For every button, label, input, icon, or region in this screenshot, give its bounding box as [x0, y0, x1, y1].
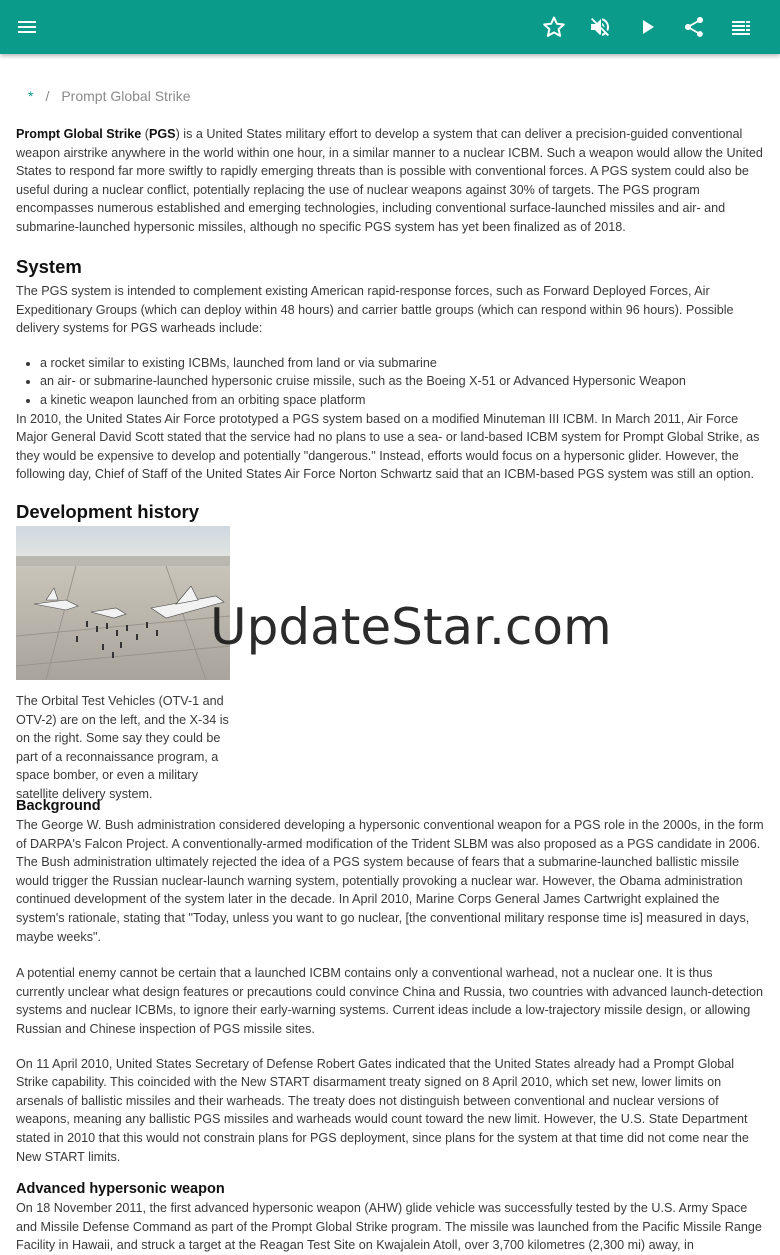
playlist-icon — [729, 15, 753, 39]
system-paragraph-1: The PGS system is intended to complement existing American rapid-response forces, such as Forward Deployed Forces, Air Expeditionary Groups (which can deploy within 48 hours) and carrier battle groups (which can respond within 96 hours). Possible delivery systems for PGS warheads include: — [16, 284, 734, 336]
breadcrumb-current: Prompt Global Strike — [61, 88, 191, 104]
article-abbr: PGS — [148, 127, 176, 141]
favorite-button[interactable] — [534, 7, 574, 47]
mute-button[interactable] — [580, 7, 620, 47]
list-item: • a kinetic weapon launched from an orbiting space platform — [40, 391, 764, 410]
star-icon — [542, 15, 566, 39]
watermark: UpdateStar.com — [210, 598, 612, 656]
section-heading-development: Development history — [16, 501, 199, 522]
breadcrumb-home[interactable]: * — [28, 88, 34, 104]
mute-icon — [588, 15, 612, 39]
breadcrumb — [28, 88, 191, 104]
runway-scene-image — [16, 526, 230, 680]
article-title: Prompt Global Strike — [16, 127, 142, 141]
intro-abbr-open: ( — [141, 127, 149, 141]
play-icon — [635, 15, 659, 39]
system-section — [16, 256, 764, 484]
play-button[interactable] — [627, 7, 667, 47]
background-section — [16, 798, 764, 1166]
delivery-systems-list — [16, 354, 764, 410]
figure-caption: The Orbital Test Vehicles (OTV-1 and OTV-2) are on the left, and the X-34 is on the right. Some say they could be part of a reconnaissance program, a space bomber, or even a military satellite delivery system. — [16, 694, 229, 801]
background-paragraph-3: On 11 April 2010, United States Secretary of Defense Robert Gates indicated that the United States already had a Prompt Global Strike capability. This coincided with the New START disarmament treaty signed on 8 April 2010, which set new, lower limits on arsenals of ballistic missiles and their warheads. The treaty does not distinguish between conventional and nuclear versions of weapons, meaning any ballistic PGS missiles and warheads would count toward the new limit. However, the U.S. State Department stated in 2010 that this would not constrain plans for PGS deployment, since plans for the system at that time did not come near the New START limits. — [16, 1056, 749, 1164]
share-icon — [682, 15, 706, 39]
background-paragraph-1: The George W. Bush administration considered developing a hypersonic conventional weapon for a PGS role in the 2000s, in the form of DARPA's Falcon Project. A conventionally-armed modification of the Trident SLBM was also proposed as a PGS candidate in 2006. The Bush administration ultimately rejected the idea of a PGS system because of fears that a submarine-launched ballistic missile would trigger the Russian nuclear-launch warning system, potentially provoking a nuclear war. However, the Obama administration continued development of the system later in the decade. In April 2010, Marine Corps General James Cartwright explained the system's rationale, stating that "Today, unless you want to go nuclear, [the conventional military response time is] measured in days, maybe weeks". — [16, 818, 764, 944]
subheading-background: Background — [16, 798, 101, 814]
system-paragraph-2: In 2010, the United States Air Force prototyped a PGS system based on a modified Minuteman III ICBM. In March 2011, Air Force Major General David Scott stated that the service had no plans to use a sea- or land-based ICBM system for Prompt Global Strike, as they would be expensive to develop and potentially "dangerous." Instead, efforts would focus on a hypersonic glider. However, the following day, Chief of Staff of the United States Air Force Norton Schwartz said that an ICBM-based PGS system was still an option. — [16, 411, 760, 482]
subheading-ahw: Advanced hypersonic weapon — [16, 1181, 225, 1197]
background-paragraph-2: A potential enemy cannot be certain that a launched ICBM contains only a conventional warhead, not a nuclear one. It is thus currently unclear what design features or precautions could convince China and Russia, two countries with advanced launch-detection systems and nuclear ICBMs, to ignore their early-warning systems. Current ideas include a low-trajectory missile design, or allowing Russian and Chinese inspection of PGS missile sites. — [16, 966, 763, 1036]
intro-paragraph — [16, 125, 764, 237]
menu-icon — [15, 15, 39, 39]
development-heading-wrap — [16, 501, 764, 523]
ahw-paragraph-1: On 18 November 2011, the first advanced hypersonic weapon (AHW) glide vehicle was successfully tested by the U.S. Army Space and Missile Defense Command as part of the Prompt Global Strike program. The missile was launched from the Pacific Missile Range Facility in Hawaii, and struck a target at the Reagan Test Site on Kwajalein Atoll, over 3,700 kilometres (2,300 mi) away, in — [16, 1201, 762, 1253]
list-item: • an air- or submarine-launched hypersonic cruise missile, such as the Boeing X-51 or Advanced Hypersonic Weapon — [40, 372, 764, 391]
intro-text: ) is a United States military effort to develop a system that can deliver a precision-guided conventional weapon airstrike anywhere in the world within one hour, in a similar manner to a nuclear ICBM. Such a weapon would allow the United States to respond far more swiftly to rapidly emerging threats than is possible with conventional forces. A PGS system could also be useful during a nuclear conflict, potentially replacing the use of nuclear weapons against 30% of targets. The PGS program encompasses numerous established and emerging technologies, including conventional surface-launched missiles and air- and submarine-launched hypersonic missiles, although no specific PGS system has yet been finalized as of 2018. — [16, 127, 763, 234]
figure — [16, 526, 230, 804]
section-heading-system: System — [16, 256, 82, 277]
playlist-button[interactable] — [721, 7, 761, 47]
menu-button[interactable] — [7, 7, 47, 47]
ahw-section — [16, 1181, 764, 1255]
breadcrumb-separator: / — [45, 88, 50, 104]
share-button[interactable] — [674, 7, 714, 47]
app-bar — [0, 0, 780, 54]
otv-photo[interactable] — [16, 526, 230, 680]
intro-section — [16, 125, 764, 237]
list-item: • a rocket similar to existing ICBMs, launched from land or via submarine — [40, 354, 764, 373]
